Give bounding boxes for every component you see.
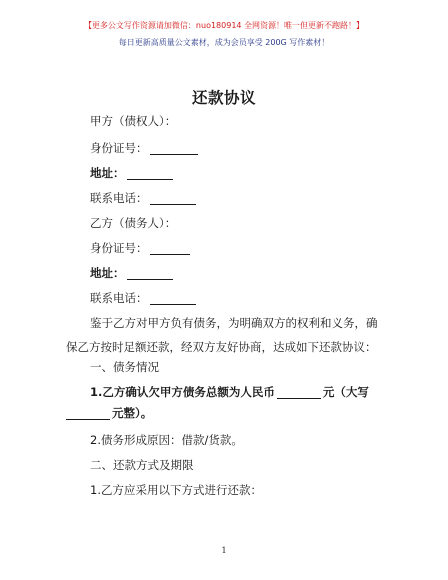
party-a-address-blank xyxy=(127,167,173,180)
debt-reason-row: 2.债务形成原因：借款/货款。 xyxy=(90,433,243,447)
party-a-id-blank xyxy=(150,142,198,155)
debt-amount-suffix: 元整）。 xyxy=(112,406,153,420)
party-b-label: 乙方（债务人）： xyxy=(90,216,177,230)
page-number: 1 xyxy=(221,546,227,555)
debt-amount-cont-row xyxy=(66,406,152,420)
party-b-address-row xyxy=(90,266,173,280)
promo-banner-line-2: 每日更新高质量公文素材，成为会员享受 200G 写作素材！ xyxy=(118,38,330,47)
party-b-address-label: 地址： xyxy=(90,266,125,280)
party-b-id-blank xyxy=(150,242,190,255)
party-b-id-row xyxy=(90,241,190,255)
party-a-phone-row xyxy=(90,191,196,205)
party-a-address-label: 地址： xyxy=(90,166,125,180)
repayment-method-row: 1.乙方应采用以下方式进行还款： xyxy=(90,483,262,497)
party-b-phone-blank xyxy=(150,292,196,305)
debt-amount-capital-blank xyxy=(66,407,110,420)
section-2-heading: 二、还款方式及期限 xyxy=(90,458,194,472)
section-1-heading: 一、债务情况 xyxy=(90,360,159,374)
debt-amount-middle: 元（大写 xyxy=(322,385,369,399)
party-a-id-row xyxy=(90,141,198,155)
debt-amount-blank xyxy=(277,386,321,399)
debt-amount-prefix: 1.乙方确认欠甲方债务总额为人民币 xyxy=(90,385,275,399)
party-a-label: 甲方（债权人）： xyxy=(90,114,177,128)
debt-amount-row xyxy=(90,385,369,399)
document-title: 还款协议 xyxy=(191,89,256,107)
promo-banner-line-1: 【更多公文写作资源请加微信：nuo180914 全网资源！唯一但更新不跑路！】 xyxy=(83,21,365,30)
party-b-id-label: 身份证号： xyxy=(90,241,148,255)
party-b-phone-label: 联系电话： xyxy=(90,291,148,305)
intro-paragraph: 鉴于乙方对甲方负有债务，为明确双方的权利和义务，确保乙方按时足额还款，经双方友好协商，达成如下还款协议： xyxy=(66,316,378,354)
party-a-phone-blank xyxy=(150,192,196,205)
party-b-phone-row xyxy=(90,291,196,305)
party-a-address-row xyxy=(90,166,173,180)
party-a-id-label: 身份证号： xyxy=(90,141,148,155)
party-b-address-blank xyxy=(127,267,173,280)
party-a-phone-label: 联系电话： xyxy=(90,191,148,205)
